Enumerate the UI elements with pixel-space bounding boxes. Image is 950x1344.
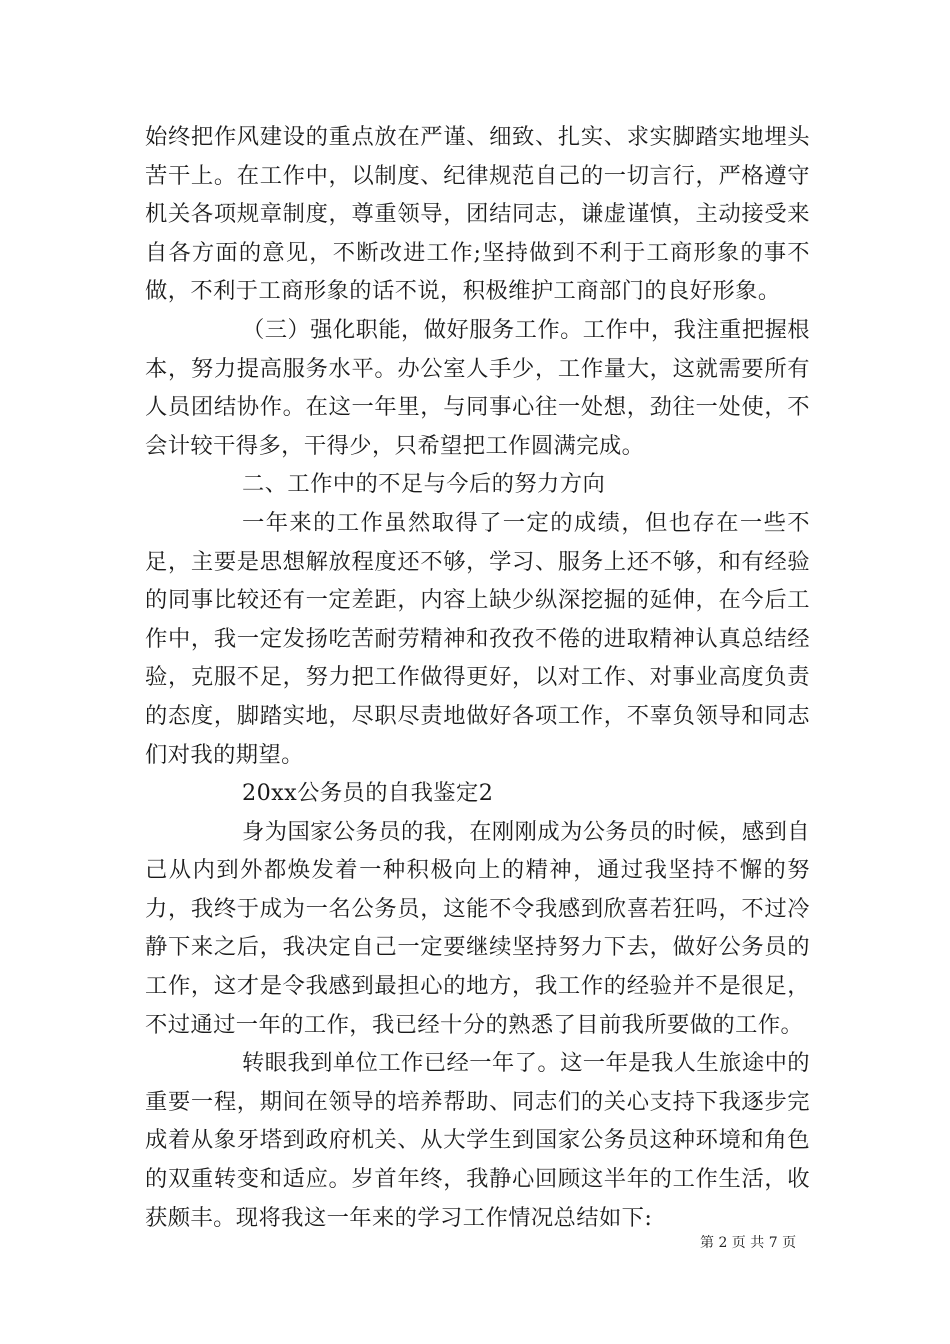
document-body bbox=[145, 118, 810, 1237]
article-title-self-assessment-2: 20xx公务员的自我鉴定2 bbox=[242, 780, 494, 807]
section-heading-shortcomings: 二、工作中的不足与今后的努力方向 bbox=[242, 471, 606, 498]
paragraph-becoming-civil-servant: 身为国家公务员的我，在刚刚成为公务员的时候，感到自己从内到外都焕发着一种积极向上的精神，通过我坚持不懈的努力，我终于成为一名公务员，这能不令我感到欣喜若狂吗，不过冷静下来之后，我决定自己一定要继续坚持努力下去，做好公务员的工作，这才是令我感到最担心的地方，我工作的经验并不是很足，不过通过一年的工作，我已经十分的熟悉了目前我所要做的工作。 bbox=[145, 818, 810, 1038]
paragraph-work-style: 始终把作风建设的重点放在严谨、细致、扎实、求实脚踏实地埋头苦干上。在工作中，以制度、纪律规范自己的一切言行，严格遵守机关各项规章制度，尊重领导，团结同志，谦虚谨慎，主动接受来自各方面的意见，不断改进工作;坚持做到不利于工商形象的事不做，不利于工商形象的话不说，积极维护工商部门的良好形象。 bbox=[145, 124, 810, 305]
paragraph-shortcomings: 一年来的工作虽然取得了一定的成绩，但也存在一些不足，主要是思想解放程度还不够，学习、服务上还不够，和有经验的同事比较还有一定差距，内容上缺少纵深挖掘的延伸，在今后工作中，我一定发扬吃苦耐劳精神和孜孜不倦的进取精神认真总结经验，克服不足，努力把工作做得更好，以对工作、对事业高度负责的态度，脚踏实地，尽职尽责地做好各项工作，不辜负领导和同志们对我的期望。 bbox=[145, 509, 810, 768]
paragraph-service-work: （三）强化职能，做好服务工作。工作中，我注重把握根本，努力提高服务水平。办公室人手少，工作量大，这就需要所有人员团结协作。在这一年里，与同事心往一处想，劲往一处使，不会计较干得多，干得少，只希望把工作圆满完成。 bbox=[145, 316, 810, 459]
paragraph-one-year-summary: 转眼我到单位工作已经一年了。这一年是我人生旅途中的重要一程，期间在领导的培养帮助、同志们的关心支持下我逐步完成着从象牙塔到政府机关、从大学生到国家公务员这种环境和角色的双重转变和适应。岁首年终，我静心回顾这半年的工作生活，收获颇丰。现将我这一年来的学习工作情况总结如下: bbox=[145, 1050, 810, 1231]
page-number: 第 2 页 共 7 页 bbox=[700, 1235, 797, 1251]
